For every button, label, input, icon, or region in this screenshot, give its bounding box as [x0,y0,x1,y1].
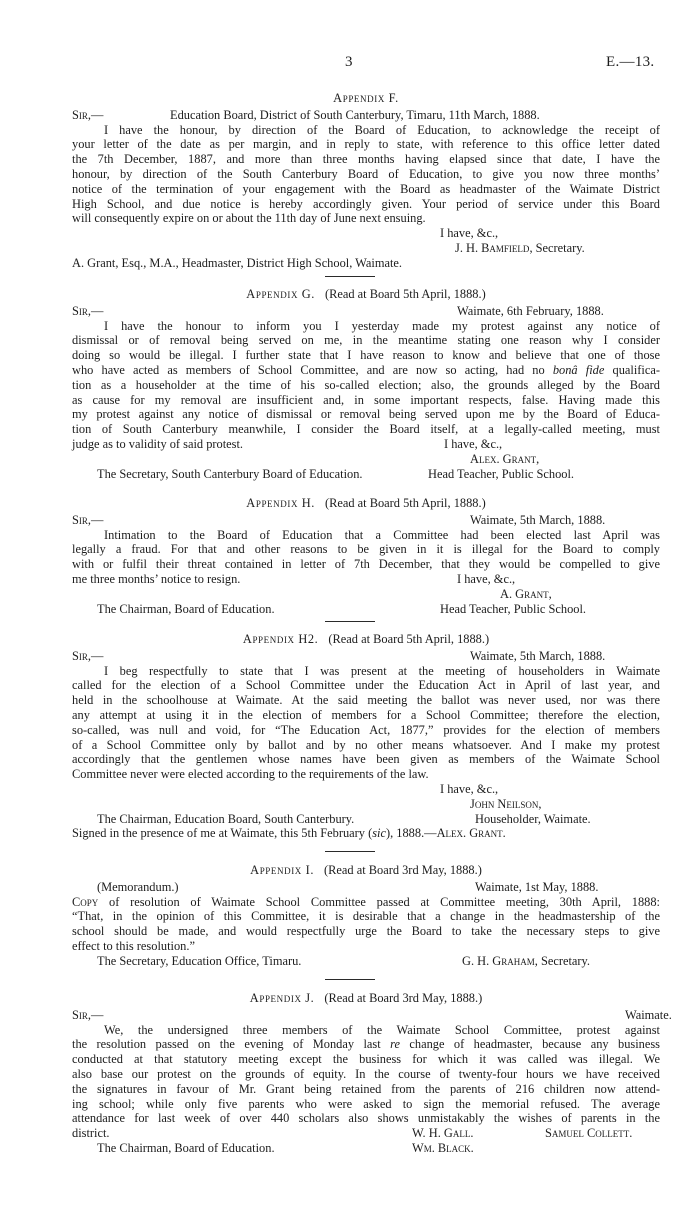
letter-line: I beg respectfully to state that I was present at the meeting of householders in Waimate [104,663,660,678]
salutation-row [72,304,660,319]
appendix-i [72,863,660,969]
memo-label: (Memorandum.) [97,879,179,894]
letter-line-with-closing [72,572,660,587]
letter-line: the 7th December, 1887, and more than three months having elapsed since that date, I have the [72,152,660,167]
letter-line: Committee never were elected according to the requirements of the law. [72,767,429,782]
section-divider [325,621,375,622]
letter-line: my protest against any notice of dismissal or removal being served upon me by the Board of Educa- [72,407,660,422]
appendix-heading [72,287,660,302]
text-run: ), 1888.— [385,826,437,841]
letter-line [72,1037,660,1052]
section-divider [325,979,375,980]
signature-name: Alex. Grant, [470,451,540,466]
signatory-name: W. H. Gall. [412,1126,474,1141]
appendix-label: Appendix F. [333,91,399,105]
copy-label: Copy [72,894,99,909]
letter-line: Intimation to the Board of Education that a Committee had been elected last April was [104,527,660,542]
letter-line: tion as a householder at the time of his so-called election; also, the grounds alleged by the Board [72,377,660,392]
letter-line: effect to this resolution.” [72,938,195,953]
italic-term: bonâ fide [552,362,605,377]
closing: I have, &c., [444,436,503,451]
text-run: who have acted as members of School Committee, and are now so acting, had no [72,362,553,377]
addressee: The Chairman, Board of Education. [97,1140,275,1155]
addressee: The Secretary, Education Office, Timaru. [97,953,302,968]
salutation-row [72,649,660,664]
memo-row [72,880,660,895]
letter-line: ing school; while only five parents who were asked to sign the memorial refused. The average [72,1096,660,1111]
appendix-label: Appendix H. [246,496,315,510]
signature [455,241,585,256]
salutation-row [72,108,660,123]
dateline: Education Board, District of South Canterbury, Timaru, 11th March, 1888. [170,107,540,122]
letter-line: school should be made, and would respectfully urge the Board to take the necessary steps to give [72,924,660,939]
salutation: Sir,— [72,512,104,527]
letter-line: will consequently expire on or about the 11th day of June next ensuing. [72,211,426,226]
letter-line: accordingly that the gentlemen whose names have been given as members of the Waimate School [72,752,660,767]
dateline: Waimate, 5th March, 1888. [470,512,606,527]
salutation-row [72,513,660,528]
page-header [0,53,700,71]
signature-name: G. H. Graham [462,953,535,968]
letter-line [72,895,660,910]
appendix-note: (Read at Board 5th April, 1888.) [325,287,486,301]
appendix-note: (Read at Board 3rd May, 1888.) [324,863,482,877]
salutation: Sir,— [72,303,104,318]
appendix-label: Appendix H2. [242,632,319,646]
letter-line: of a School Committee only by ballot and by no other means whatsoever. And I make my protest [72,737,660,752]
letter-line: any attempt at using it in the election of members for a School Committee; therefore the election, [72,707,660,722]
addressee: The Chairman, Education Board, South Canterbury. [97,811,355,826]
dateline: Waimate, 6th February, 1888. [457,303,604,318]
closing-row [72,226,660,241]
addressee: The Secretary, South Canterbury Board of Education. [97,466,363,481]
signatory-name: Wm. Black. [412,1140,474,1155]
letter-line: me three months’ notice to resign. [72,571,241,586]
dateline: Waimate, 5th March, 1888. [470,648,606,663]
signer-title: Head Teacher, Public School. [428,466,575,481]
letter-line: doing so would be illegal. I further state that I have reason to know and believe that one of those [72,348,660,363]
appendix-heading [72,632,660,647]
salutation: Sir,— [72,1007,104,1022]
addressee: A. Grant, Esq., M.A., Headmaster, District High School, Waimate. [72,255,403,270]
signature-title: , Secretary. [534,953,591,968]
addressee-row [72,812,660,827]
dateline: Waimate, 1st May, 1888. [475,879,599,894]
signature [462,954,590,969]
addressee-row [72,1141,660,1156]
letter-line: district. [72,1126,110,1141]
signature-name: John Neilson, [470,796,542,811]
appendix-label: Appendix J. [249,991,315,1005]
signature-title: , Secretary. [529,240,585,255]
signatory-name: Samuel Collett. [545,1126,633,1141]
signature-name: A. Grant, [500,586,552,601]
appendix-note: (Read at Board 5th April, 1888.) [328,632,490,646]
attestation-line [72,826,660,841]
letter-line: as cause for my removal are insufficient and, in some important respects, false. Having made this [72,392,660,407]
addressee-row [72,467,660,482]
italic-term: re [390,1037,400,1052]
addressee: The Chairman, Board of Education. [97,601,275,616]
signer-title: Householder, Waimate. [475,811,591,826]
appendix-heading [72,863,660,878]
salutation: Sir,— [72,648,104,663]
signature-row [72,797,660,812]
text-run: the resolution passed on the evening of Monday last [72,1037,391,1052]
letter-line: “That, in the opinion of this Committee, it is desirable that a change in the headmastership of the [72,909,660,924]
signer-title: Head Teacher, Public School. [440,601,587,616]
letter-line: your letter of the date as per margin, and in reply to state, with reference to this office letter dated [72,137,660,152]
text-run: of resolution of Waimate School Committee passed at Committee meeting, 30th April, 1888: [98,894,660,909]
text-run: change of headmaster, because any business [399,1037,661,1052]
attestation-name: Alex. Grant. [436,826,506,841]
letter-line: legally a fraud. For that and other reasons to be given in it is illegal for the Board to comply [72,542,660,557]
text-run: Signed in the presence of me at Waimate, this 5th February ( [72,826,373,841]
letter-line: We, the undersigned three members of the Waimate School Committee, protest against [104,1022,660,1037]
letter-line: High School, and due notice is hereby accordingly given. Your period of service under this Board [72,196,660,211]
letter-line: so-called, was null and void, for “The Education Act, 1877,” provides for the election of members [72,722,660,737]
dateline: Waimate. [625,1007,672,1022]
letter-line: I have the honour, by direction of the Board of Education, to acknowledge the receipt of [104,122,660,137]
letter-line: also base our protest on the grounds of equity. In the course of twenty-four hours we have received [72,1066,660,1081]
letter-line: called for the election of a School Committee under the Education Act in April of last year, and [72,678,660,693]
salutation: Sir,— [72,107,104,122]
appendix-label: Appendix I. [250,863,315,877]
letter-line: honour, by direction of the South Canterbury Board of Education, to give you now three months’ [72,166,660,181]
letter-line: with or fulfil their threat contained in letter of 7th December, that they would be compelled to give [72,557,660,572]
closing: I have, &c., [440,226,499,241]
appendix-f [72,91,660,271]
text-run: qualifica- [604,362,660,377]
letter-line: judge as to validity of said protest. [72,436,244,451]
appendix-note: (Read at Board 3rd May, 1888.) [324,991,483,1005]
appendix-label: Appendix G. [246,287,315,301]
letter-line: tion of South Canterbury meanwhile, I consider the Board itself, at a legally-called meeting, must [72,422,660,437]
letter-line: the signatures in favour of Mr. Grant being retained from the parents of 216 children now attend- [72,1081,660,1096]
paper-reference: E.—13. [606,54,655,70]
signature-row [72,452,660,467]
closing: I have, &c., [440,781,499,796]
appendix-heading [72,91,660,106]
letter-line: dismissal or of removal being served on me, in the meantime stating one reason why I consider [72,333,660,348]
appendix-g [72,287,660,481]
appendix-h2 [72,632,660,841]
letter-line-with-signatures [72,1126,660,1141]
italic-term: sic [372,826,386,841]
letter-line: I have the honour to inform you I yesterday made my protest against any notice of [104,318,660,333]
letter-line [72,363,660,378]
salutation-row [72,1007,672,1023]
appendix-note: (Read at Board 5th April, 1888.) [325,496,486,510]
letter-line: notice of the termination of your engagement with the Board as headmaster of the Waimate District [72,181,660,196]
letter-line: attendance for last week of over 440 scholars also shows unmistakably the wishes of parents in the [72,1111,660,1126]
signature-name: J. H. Bamfield [455,240,530,255]
section-divider [325,851,375,852]
appendix-h [72,496,660,616]
signature-row [72,587,660,602]
letter-line: held in the schoolhouse at Waimate. At the said meeting the ballot was never used, nor was there [72,693,660,708]
addressee-row [72,954,660,969]
appendix-heading [72,991,660,1006]
closing-row [72,782,660,797]
appendix-j [72,991,672,1156]
appendix-heading [72,496,660,511]
letter-line: conducted at that statutory meeting except the business for which it was called was illegal. We [72,1052,660,1067]
closing: I have, &c., [457,571,516,586]
page-number: 3 [345,54,353,70]
addressee-row [72,602,660,617]
letter-line-with-closing [72,437,660,452]
section-divider [325,276,375,277]
signature-row [72,241,660,256]
